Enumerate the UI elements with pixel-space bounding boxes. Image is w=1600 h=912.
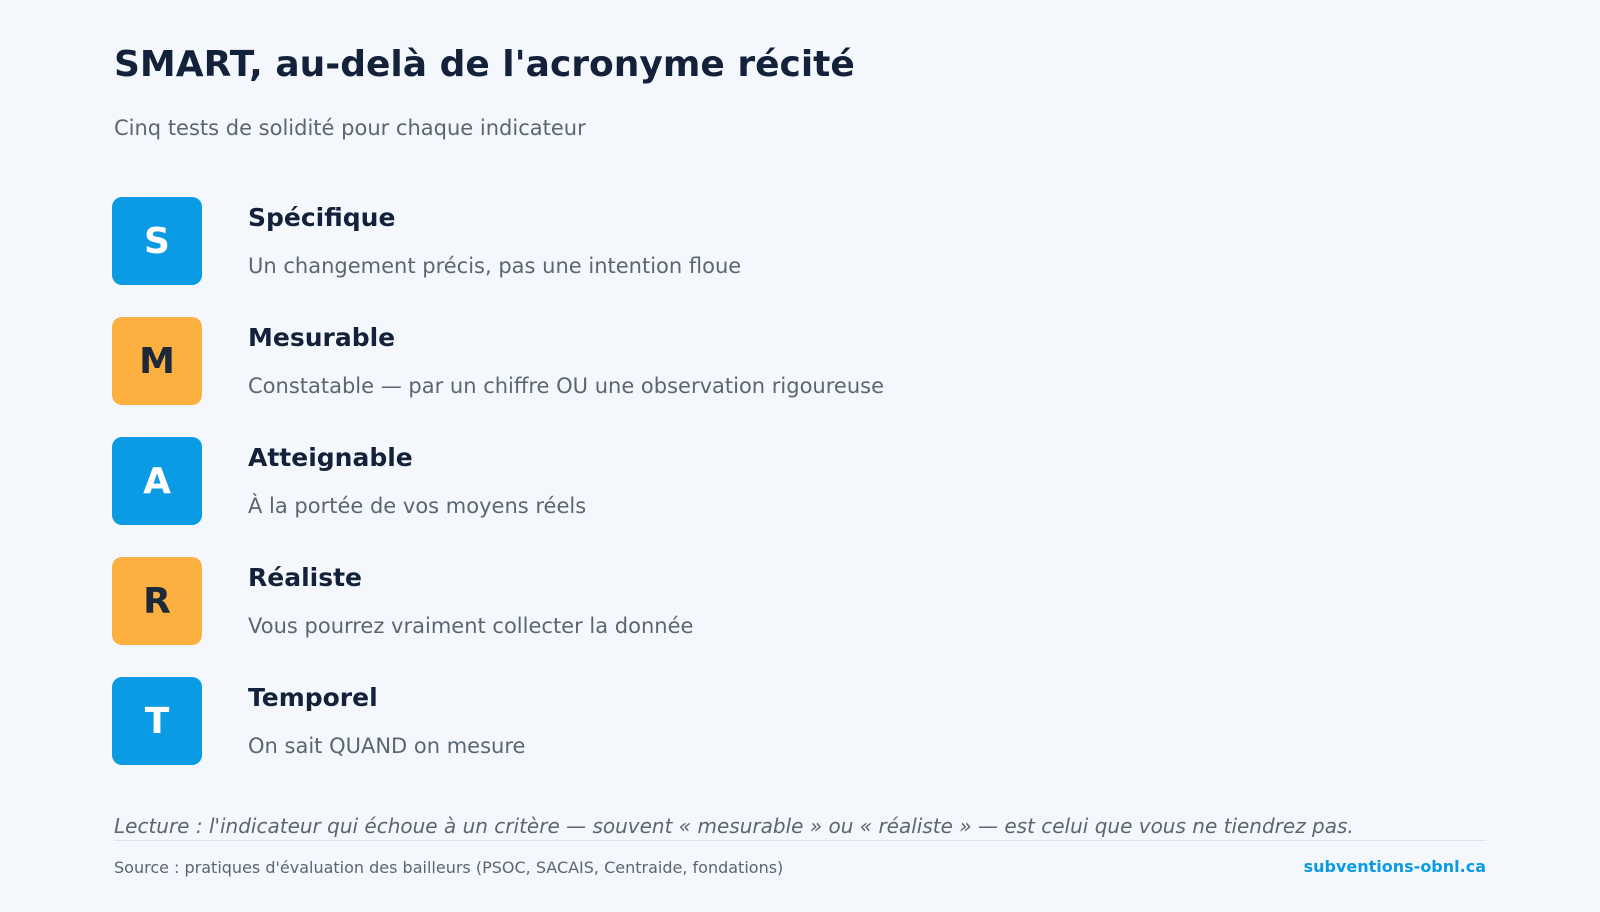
criterion-description: Constatable — par un chiffre OU une observation rigoureuse — [248, 374, 885, 398]
reading-note: Lecture : l'indicateur qui échoue à un critère — souvent « mesurable » ou « réaliste » — est celui que vous ne tiendrez pas. — [114, 814, 1354, 838]
criterion-description: À la portée de vos moyens réels — [248, 494, 587, 518]
criterion-letter-badge: R — [112, 557, 202, 645]
criterion-description: Vous pourrez vraiment collecter la donnée — [248, 614, 694, 638]
criterion-letter-badge: A — [112, 437, 202, 525]
criterion-letter-badge: T — [112, 677, 202, 765]
smart-criteria-list — [112, 197, 1412, 765]
site-credit: subventions-obnl.ca — [1303, 857, 1486, 876]
footer-divider — [114, 840, 1486, 841]
criterion-letter-badge: M — [112, 317, 202, 405]
criterion-realiste — [112, 557, 1412, 645]
criterion-title: Réaliste — [248, 563, 363, 592]
criterion-letter-badge: S — [112, 197, 202, 285]
criterion-temporel — [112, 677, 1412, 765]
criterion-specifique — [112, 197, 1412, 285]
criterion-title: Mesurable — [248, 323, 396, 352]
page-title: SMART, au-delà de l'acronyme récité — [114, 44, 855, 85]
criterion-title: Temporel — [248, 683, 378, 712]
criterion-description: On sait QUAND on mesure — [248, 734, 526, 758]
criterion-title: Atteignable — [248, 443, 413, 472]
criterion-atteignable — [112, 437, 1412, 525]
page-subtitle: Cinq tests de solidité pour chaque indicateur — [114, 116, 586, 140]
criterion-title: Spécifique — [248, 203, 396, 232]
source-note: Source : pratiques d'évaluation des bailleurs (PSOC, SACAIS, Centraide, fondations) — [114, 858, 784, 877]
criterion-description: Un changement précis, pas une intention floue — [248, 254, 742, 278]
criterion-mesurable — [112, 317, 1412, 405]
